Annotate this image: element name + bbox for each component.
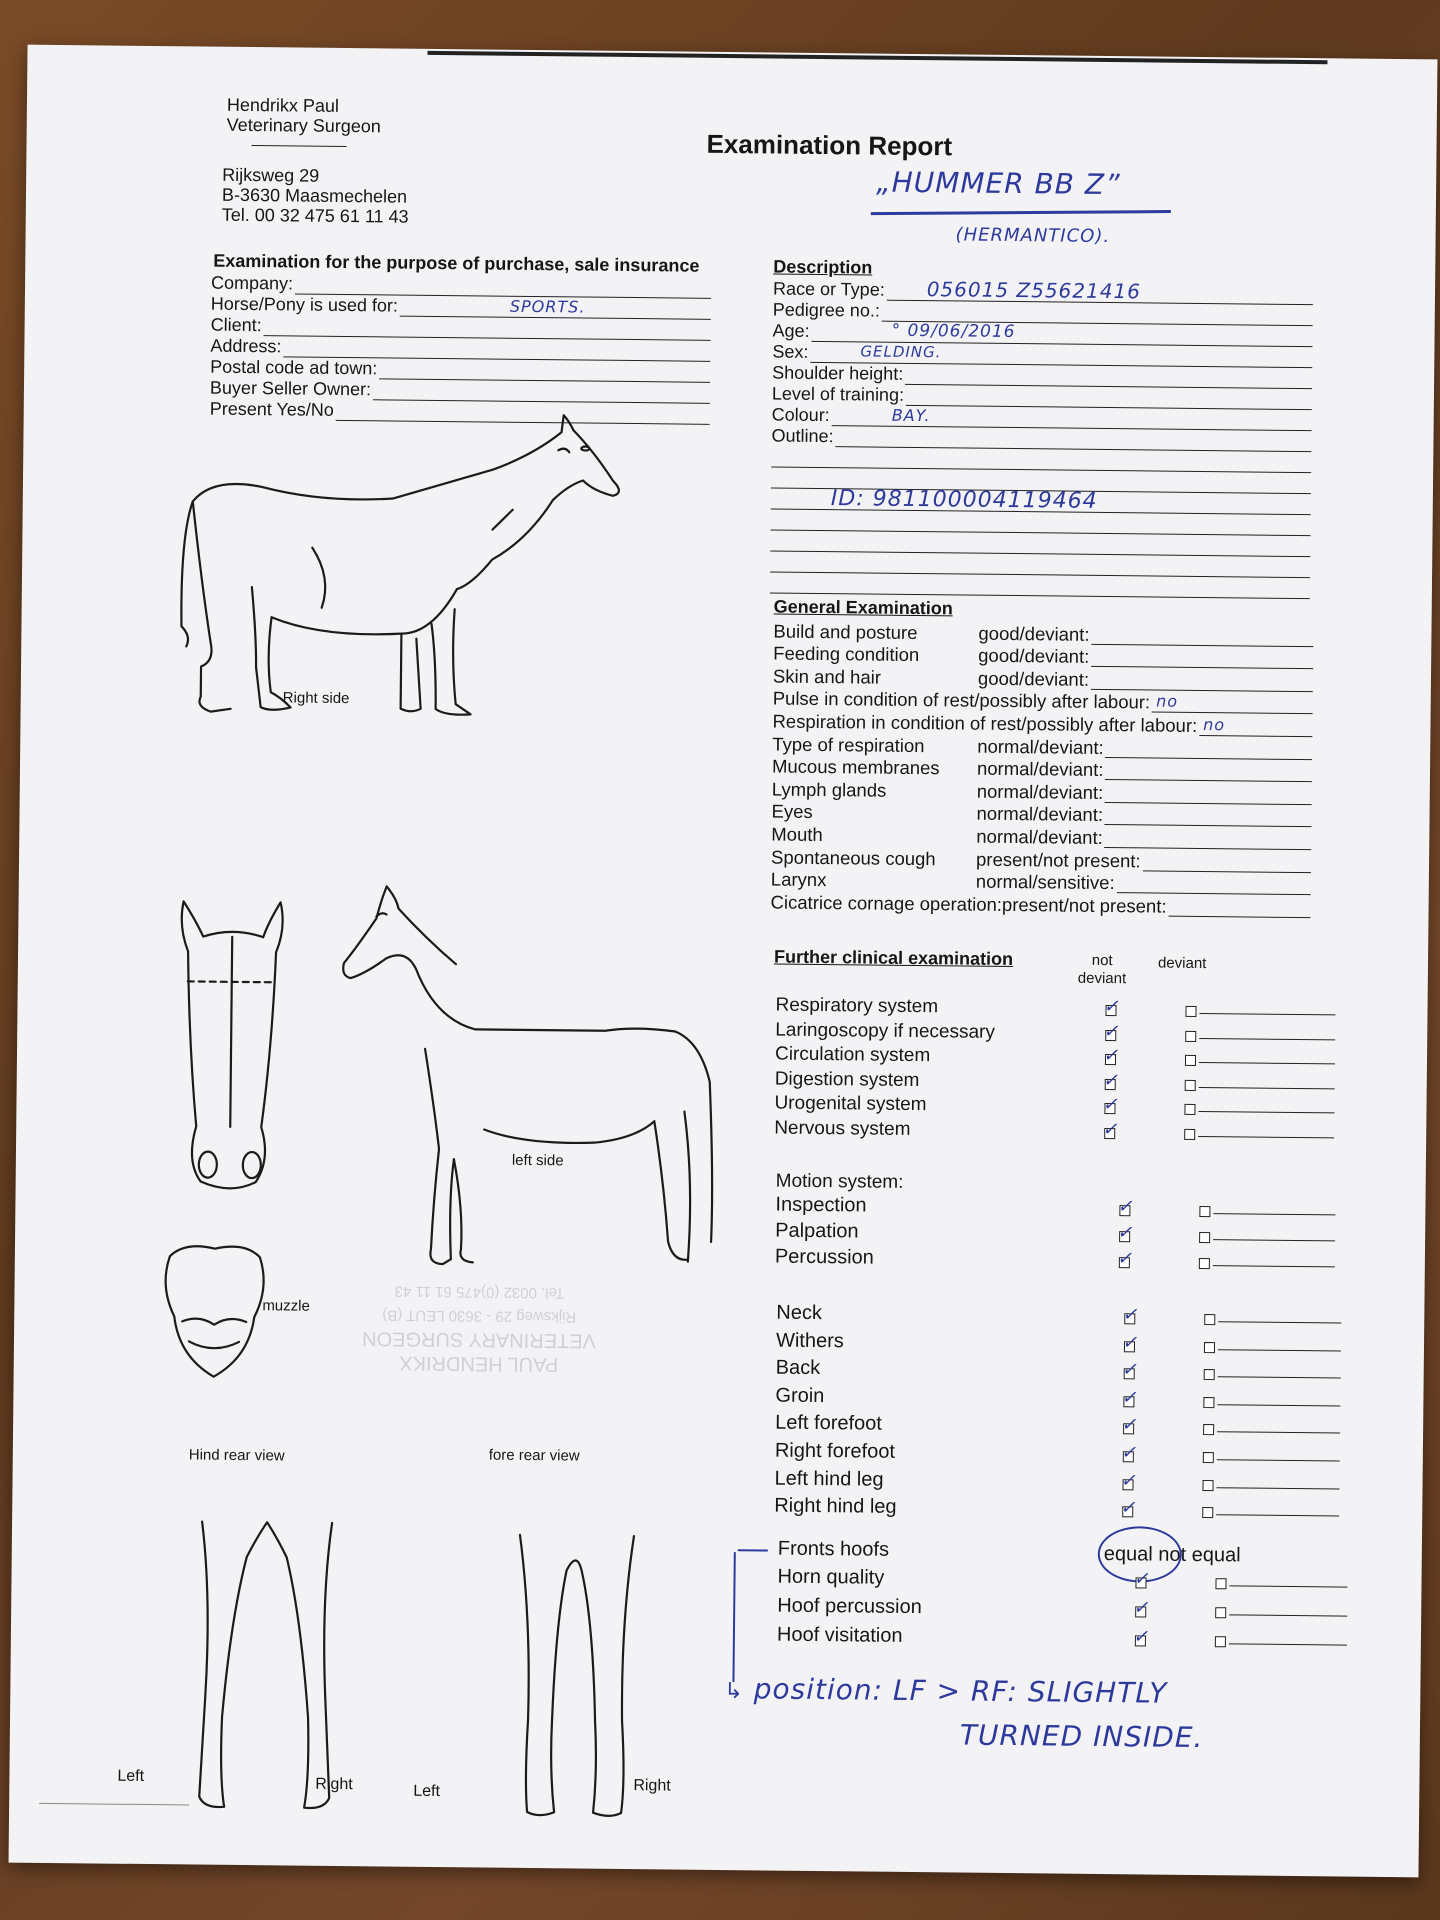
general-row-label: Mouth xyxy=(771,823,823,845)
deviant-checkbox[interactable] xyxy=(1202,1480,1213,1491)
field-label: Client: xyxy=(210,314,262,336)
general-row-options: good/deviant: xyxy=(978,622,1090,645)
purpose-fields xyxy=(210,273,712,425)
report-title: Examination Report xyxy=(706,128,953,162)
field-label: Address: xyxy=(210,335,282,357)
label-left-fore: Left xyxy=(413,1782,441,1801)
position-note-line-1: position: LF > RF: SLIGHTLY xyxy=(753,1672,1168,1710)
examination-sheet xyxy=(9,45,1438,1878)
general-row-label: Lymph glands xyxy=(771,778,887,801)
check-mark-icon: ✓ xyxy=(1103,1020,1119,1041)
deviant-note-line[interactable] xyxy=(1213,1239,1335,1241)
field-label: Present Yes/No xyxy=(209,398,334,420)
field-value: BAY. xyxy=(891,405,931,426)
label-fore-rear-view: fore rear view xyxy=(488,1446,580,1465)
general-row-options: normal/deviant: xyxy=(977,735,1104,758)
exam-row-label: Groin xyxy=(775,1384,825,1407)
check-mark-icon: ✓ xyxy=(1122,1304,1138,1325)
field-label: Sex: xyxy=(772,341,809,362)
field-label: Race or Type: xyxy=(772,278,885,300)
deviant-note-line[interactable] xyxy=(1198,1136,1334,1138)
deviant-note-line[interactable] xyxy=(1229,1643,1347,1645)
exam-row[interactable] xyxy=(775,1247,1335,1279)
exam-row-label: Hoof percussion xyxy=(777,1594,922,1619)
field-label: Age: xyxy=(772,320,810,341)
exam-row-label: Circulation system xyxy=(774,1043,931,1067)
hoof-heading: Fronts hoofs xyxy=(777,1537,890,1561)
deviant-note-line[interactable] xyxy=(1229,1614,1347,1616)
bracket-tick xyxy=(738,1549,768,1551)
further-group-2 xyxy=(775,1195,1336,1279)
deviant-note-line[interactable] xyxy=(1213,1265,1335,1267)
field-value: ° 09/06/2016 xyxy=(891,320,1016,343)
label-hind-rear-view: Hind rear view xyxy=(188,1446,285,1465)
general-heading: General Examination xyxy=(773,596,953,619)
label-right-fore: Right xyxy=(633,1777,671,1795)
field-label: Outline: xyxy=(771,425,834,447)
stamp-line-1: PAUL HENDRIKX xyxy=(399,1351,559,1376)
col-equal-label: equal xyxy=(1103,1543,1153,1566)
deviant-checkbox[interactable] xyxy=(1203,1397,1214,1408)
deviant-note-line[interactable] xyxy=(1199,1038,1335,1040)
exam-row[interactable] xyxy=(777,1625,1347,1660)
col-not-label-2: deviant xyxy=(1077,969,1127,988)
label-right-hind: Right xyxy=(315,1775,353,1794)
horse-id: ID: 981100004119464 xyxy=(830,486,1098,514)
general-row-options: present/not present: xyxy=(975,848,1141,871)
field-label: Postal code ad town: xyxy=(210,356,378,379)
deviant-note-line[interactable] xyxy=(1213,1213,1335,1215)
check-mark-icon: ✓ xyxy=(1120,1469,1136,1490)
field-value: 056015 Z55621416 xyxy=(926,277,1142,304)
label-left-hind: Left xyxy=(117,1767,145,1785)
field-label: Shoulder height: xyxy=(772,362,904,384)
general-row-options: normal/deviant: xyxy=(976,825,1103,848)
check-mark-icon: ✓ xyxy=(1133,1568,1149,1589)
general-row-options: normal/deviant: xyxy=(976,757,1104,781)
field-label: Pedigree no.: xyxy=(772,299,881,321)
general-row-value: no xyxy=(1203,714,1226,735)
horse-head-front-drawing xyxy=(166,896,299,1197)
deviant-note-line[interactable] xyxy=(1199,1087,1335,1089)
exam-row-label: Urogenital system xyxy=(774,1092,927,1116)
exam-row-label: Hoof visitation xyxy=(776,1623,903,1647)
deviant-note-line[interactable] xyxy=(1217,1432,1340,1434)
general-row-options: present/not present: xyxy=(1001,893,1167,917)
check-mark-icon: ✓ xyxy=(1117,1196,1133,1217)
check-mark-icon: ✓ xyxy=(1121,1331,1138,1352)
description-fields xyxy=(770,278,1313,599)
vet-phone: Tel. 00 32 475 61 11 43 xyxy=(221,204,409,227)
general-row-label: Feeding condition xyxy=(773,642,920,666)
general-row-label: Pulse in condition of rest/possibly after labour: xyxy=(772,687,1151,713)
deviant-checkbox[interactable] xyxy=(1203,1424,1214,1435)
deviant-checkbox[interactable] xyxy=(1185,1055,1196,1066)
field-label: Buyer Seller Owner: xyxy=(209,377,372,400)
horse-name: „HUMMER BB Z” xyxy=(875,165,1121,202)
further-group-4 xyxy=(777,1567,1348,1660)
check-mark-icon: ✓ xyxy=(1116,1248,1133,1269)
deviant-checkbox[interactable] xyxy=(1203,1452,1214,1463)
general-rows xyxy=(771,619,1314,918)
deviant-checkbox[interactable] xyxy=(1215,1636,1226,1647)
check-mark-icon: ✓ xyxy=(1102,1045,1119,1066)
deviant-note-line[interactable] xyxy=(1198,1111,1334,1113)
deviant-checkbox[interactable] xyxy=(1204,1369,1215,1380)
deviant-note-line[interactable] xyxy=(1229,1585,1347,1587)
exam-row-label: Nervous system xyxy=(774,1117,911,1140)
deviant-checkbox[interactable] xyxy=(1185,1006,1196,1017)
vet-name: Hendrikx Paul xyxy=(226,94,340,116)
col-not-deviant xyxy=(1078,952,1127,989)
exam-row-label: Palpation xyxy=(775,1219,859,1243)
col-not-label: not xyxy=(1091,951,1113,970)
description-heading: Description xyxy=(773,256,873,278)
field-label: Colour: xyxy=(771,404,830,426)
deviant-note-line[interactable] xyxy=(1199,1013,1335,1015)
label-left-side: left side xyxy=(511,1151,564,1170)
exam-row-label: Inspection xyxy=(775,1193,867,1217)
general-row-options: normal/deviant: xyxy=(976,802,1104,826)
motion-heading: Motion system: xyxy=(775,1170,904,1193)
field-value: SPORTS. xyxy=(509,296,586,317)
deviant-checkbox[interactable] xyxy=(1215,1578,1226,1589)
further-heading: Further clinical examination xyxy=(773,946,1014,970)
deviant-note-line[interactable] xyxy=(1218,1321,1341,1323)
check-mark-icon: ✓ xyxy=(1120,1442,1137,1463)
deviant-checkbox[interactable] xyxy=(1204,1342,1215,1353)
check-mark-icon: ✓ xyxy=(1121,1359,1137,1380)
exam-row-label: Withers xyxy=(775,1329,844,1352)
general-row-value: no xyxy=(1156,691,1179,712)
check-mark-icon: ✓ xyxy=(1103,995,1119,1017)
check-mark-icon: ✓ xyxy=(1102,1094,1118,1115)
general-row-label: Eyes xyxy=(771,800,813,823)
general-row-label: Respiration in condition of rest/possibly after labour: xyxy=(772,710,1198,736)
vet-address xyxy=(222,165,409,227)
deviant-note-line[interactable] xyxy=(1217,1487,1340,1489)
deviant-note-line[interactable] xyxy=(1218,1349,1341,1351)
purpose-heading: Examination for the purpose of purchase, sale insurance xyxy=(213,250,700,276)
label-right-side: Right side xyxy=(282,689,350,708)
deviant-checkbox[interactable] xyxy=(1185,1030,1196,1041)
check-mark-icon: ✓ xyxy=(1102,1118,1118,1140)
further-group-1 xyxy=(774,995,1336,1148)
general-row-label: Mucous membranes xyxy=(771,755,940,779)
deviant-checkbox[interactable] xyxy=(1199,1258,1210,1269)
deviant-note-line[interactable] xyxy=(1217,1404,1340,1406)
exam-row-label: Right hind leg xyxy=(774,1494,897,1519)
bracket-line xyxy=(732,1552,735,1682)
field-label: Horse/Pony is used for: xyxy=(210,293,399,316)
field-label: Company: xyxy=(210,272,294,294)
vet-title: Veterinary Surgeon xyxy=(226,114,381,137)
horse-sire: (HERMANTICO). xyxy=(955,224,1111,248)
stamp-line-3: Rijksweg 29 - 3630 LEUT (B) xyxy=(382,1306,577,1326)
deviant-checkbox[interactable] xyxy=(1199,1232,1210,1243)
check-mark-icon: ✓ xyxy=(1132,1626,1149,1647)
general-row-label: Cicatrice cornage operation: xyxy=(770,891,1003,915)
vet-street: Rijksweg 29 xyxy=(222,164,320,186)
horse-hind-legs-drawing xyxy=(189,1516,342,1818)
check-mark-icon: ✓ xyxy=(1117,1222,1133,1243)
exam-row-label: Left hind leg xyxy=(774,1467,884,1491)
horse-right-side-drawing xyxy=(170,406,633,741)
check-mark-icon: ✓ xyxy=(1133,1597,1149,1618)
vet-header xyxy=(227,95,382,148)
col-notequal-label: not equal xyxy=(1158,1543,1241,1567)
check-mark-icon: ✓ xyxy=(1121,1386,1137,1408)
deviant-note-line[interactable] xyxy=(1217,1459,1340,1461)
stamp-line-2: VETERINARY SURGEON xyxy=(362,1327,597,1352)
exam-row-label: Percussion xyxy=(774,1245,874,1269)
field-value: GELDING. xyxy=(860,342,942,362)
general-row-options: normal/sensitive: xyxy=(975,870,1115,894)
position-note-line-2: TURNED INSIDE. xyxy=(959,1718,1204,1755)
stamp-line-4: Tel. 0032 (0)475 61 11 43 xyxy=(394,1282,565,1302)
deviant-checkbox[interactable] xyxy=(1184,1104,1195,1115)
check-mark-icon: ✓ xyxy=(1102,1069,1118,1090)
exam-row-label: Digestion system xyxy=(774,1068,920,1091)
position-note: ↳ position: LF > RF: SLIGHTLY xyxy=(724,1672,1168,1710)
vet-city: B-3630 Maasmechelen xyxy=(221,184,408,207)
general-row-label: Spontaneous cough xyxy=(770,846,936,869)
exam-row-label: Laringoscopy if necessary xyxy=(775,1019,996,1043)
exam-row-label: Neck xyxy=(776,1301,823,1325)
deviant-checkbox[interactable] xyxy=(1204,1314,1215,1325)
exam-row-label: Respiratory system xyxy=(775,994,939,1018)
horse-muzzle-drawing xyxy=(154,1236,276,1387)
exam-row[interactable] xyxy=(774,1118,1334,1148)
col-deviant: deviant xyxy=(1157,954,1207,973)
horse-left-side-drawing xyxy=(333,878,737,1282)
exam-row-label: Left forefoot xyxy=(775,1411,883,1436)
exam-row-label: Horn quality xyxy=(777,1565,885,1589)
general-row-label: Build and posture xyxy=(773,620,918,643)
deviant-checkbox[interactable] xyxy=(1185,1080,1196,1091)
deviant-checkbox[interactable] xyxy=(1202,1507,1213,1518)
field-label: Level of training: xyxy=(771,383,905,405)
general-row-options: good/deviant: xyxy=(977,667,1090,690)
exam-row[interactable] xyxy=(774,1496,1339,1530)
deviant-checkbox[interactable] xyxy=(1215,1607,1226,1618)
general-row-label: Skin and hair xyxy=(772,665,882,688)
check-mark-icon: ✓ xyxy=(1120,1497,1136,1518)
deviant-checkbox[interactable] xyxy=(1184,1129,1195,1140)
horse-fore-legs-drawing xyxy=(509,1530,642,1821)
footer-rule xyxy=(39,1803,189,1806)
name-underline xyxy=(871,210,1171,215)
deviant-note-line[interactable] xyxy=(1216,1514,1339,1516)
check-mark-icon: ✓ xyxy=(1121,1414,1137,1435)
top-rule xyxy=(427,51,1327,64)
further-group-3 xyxy=(774,1303,1341,1530)
deviant-note-line[interactable] xyxy=(1218,1376,1341,1378)
label-muzzle: muzzle xyxy=(262,1297,310,1315)
general-row-options: good/deviant: xyxy=(978,644,1090,668)
exam-row-label: Right forefoot xyxy=(774,1439,896,1463)
general-row-label: Larynx xyxy=(770,868,827,891)
deviant-note-line[interactable] xyxy=(1199,1062,1335,1064)
general-row-label: Type of respiration xyxy=(772,733,925,756)
deviant-checkbox[interactable] xyxy=(1199,1206,1210,1217)
general-row-options: normal/deviant: xyxy=(976,780,1104,803)
vet-stamp xyxy=(334,1278,625,1377)
exam-row-label: Back xyxy=(775,1356,821,1380)
